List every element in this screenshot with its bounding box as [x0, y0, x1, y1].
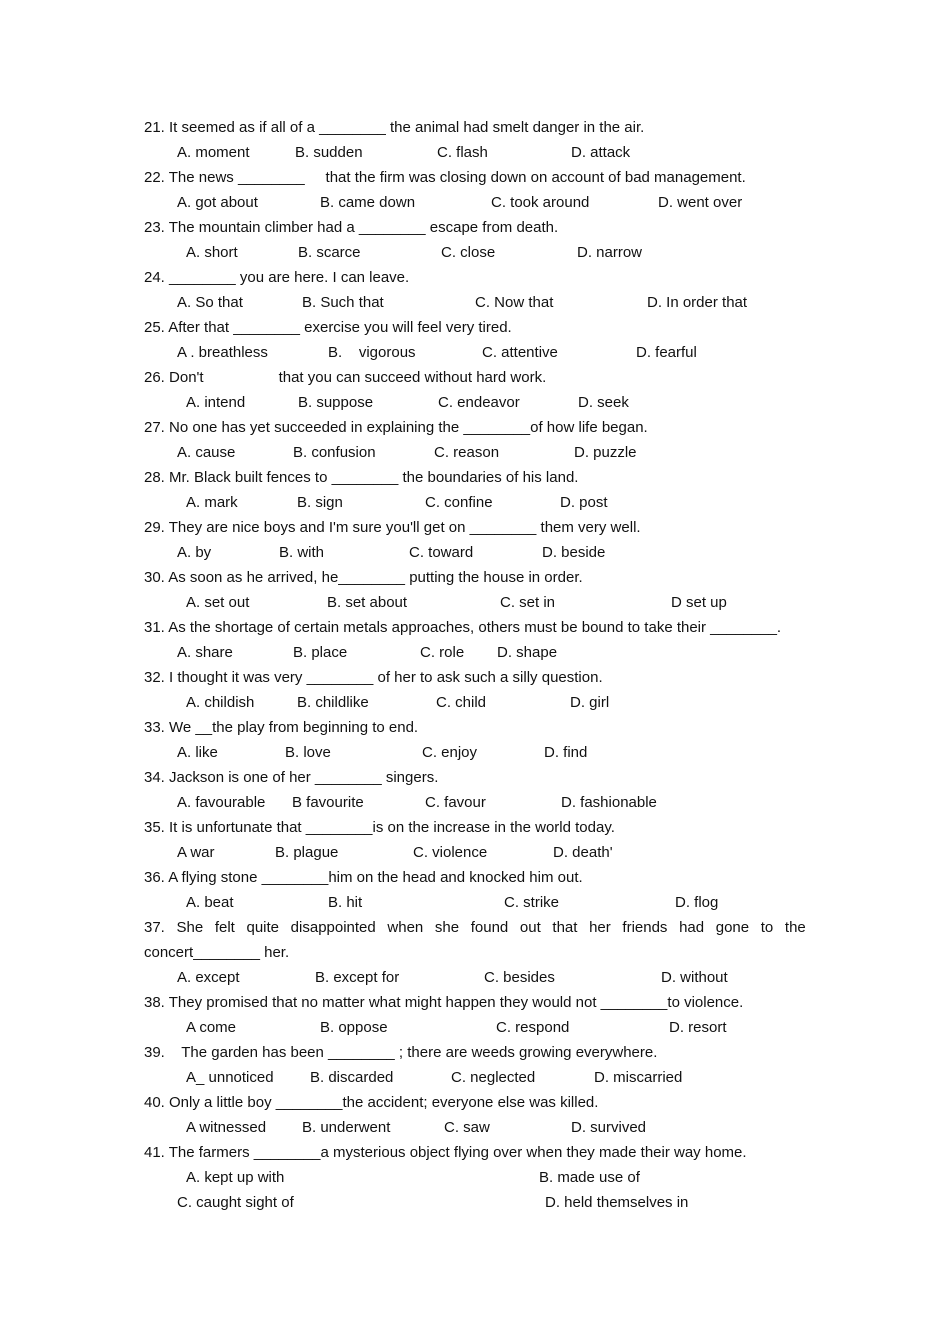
question-25-option-c: C. attentive	[482, 344, 558, 361]
question-35-option-c: C. violence	[413, 844, 488, 861]
question-31-option-c: C. role	[420, 644, 465, 661]
question-38-option-d: D. resort	[669, 1019, 727, 1036]
question-33-stem: 33. We __the play from beginning to end.	[144, 719, 419, 736]
question-27-option-d: D. puzzle	[574, 444, 637, 461]
question-21-option-d: D. attack	[571, 144, 631, 161]
question-34-option-b: B favourite	[292, 794, 364, 811]
question-23-option-d: D. narrow	[577, 244, 643, 261]
question-26-stem: 26. Don't that you can succeed without hard work.	[144, 369, 547, 386]
question-32-stem: 32. I thought it was very ________ of her to ask such a silly question.	[144, 669, 603, 686]
question-30-option-c: C. set in	[500, 594, 556, 611]
question-40-option-b: B. underwent	[302, 1119, 391, 1136]
question-21-stem: 21. It seemed as if all of a ________ the animal had smelt danger in the air.	[144, 119, 645, 136]
question-34-stem: 34. Jackson is one of her ________ singers.	[144, 769, 439, 786]
question-23-option-b: B. scarce	[298, 244, 361, 261]
question-36-option-c: C. strike	[504, 894, 560, 911]
question-26-option-b: B. suppose	[298, 394, 374, 411]
question-23-option-c: C. close	[441, 244, 496, 261]
question-22-option-b: B. came down	[320, 194, 416, 211]
question-32-option-b: B. childlike	[297, 694, 369, 711]
question-38-option-c: C. respond	[496, 1019, 570, 1036]
question-21-option-a: A. moment	[177, 144, 250, 161]
question-34-option-d: D. fashionable	[561, 794, 657, 811]
question-36-option-a: A. beat	[186, 894, 234, 911]
question-29-option-a: A. by	[177, 544, 212, 561]
question-34-option-a: A. favourable	[177, 794, 266, 811]
question-30-option-b: B. set about	[327, 594, 408, 611]
question-41-option-a: A. kept up with	[186, 1169, 285, 1186]
question-33-option-a: A. like	[177, 744, 218, 761]
question-31-option-d: D. shape	[497, 644, 558, 661]
question-28-option-b: B. sign	[297, 494, 343, 511]
question-21-option-b: B. sudden	[295, 144, 363, 161]
question-35-stem: 35. It is unfortunate that ________is on the increase in the world today.	[144, 819, 615, 836]
question-40-stem: 40. Only a little boy ________the accident; everyone else was killed.	[144, 1094, 599, 1111]
question-29-option-c: C. toward	[409, 544, 474, 561]
question-26-option-d: D. seek	[578, 394, 629, 411]
question-38-stem: 38. They promised that no matter what might happen they would not ________to violence.	[144, 994, 744, 1011]
question-37-option-a: A. except	[177, 969, 240, 986]
question-34-option-c: C. favour	[425, 794, 486, 811]
question-37-stem: 37. She felt quite disappointed when she found out that her friends had gone to the	[144, 919, 806, 936]
question-37-stem-continued: concert________ her.	[144, 944, 290, 961]
question-35-option-b: B. plague	[275, 844, 339, 861]
question-25-option-b: B. vigorous	[328, 344, 416, 361]
question-28-option-a: A. mark	[186, 494, 238, 511]
question-32-option-c: C. child	[436, 694, 487, 711]
question-38-option-b: B. oppose	[320, 1019, 388, 1036]
question-24-stem: 24. ________ you are here. I can leave.	[144, 269, 410, 286]
question-24-option-a: A. So that	[177, 294, 243, 311]
question-39-option-b: B. discarded	[310, 1069, 394, 1086]
question-35-option-d: D. death'	[553, 844, 613, 861]
question-27-option-b: B. confusion	[293, 444, 376, 461]
question-41-option-b: B. made use of	[539, 1169, 640, 1186]
question-31-option-a: A. share	[177, 644, 233, 661]
question-30-stem: 30. As soon as he arrived, he________ putting the house in order.	[144, 569, 583, 586]
question-25-stem: 25. After that ________ exercise you will feel very tired.	[144, 319, 512, 336]
question-26-option-a: A. intend	[186, 394, 246, 411]
question-32-option-d: D. girl	[570, 694, 610, 711]
question-37-option-b: B. except for	[315, 969, 400, 986]
question-38-option-a: A come	[186, 1019, 237, 1036]
question-30-option-d: D set up	[671, 594, 727, 611]
question-37-option-c: C. besides	[484, 969, 555, 986]
question-22-option-c: C. took around	[491, 194, 590, 211]
question-36-option-d: D. flog	[675, 894, 719, 911]
question-28-option-d: D. post	[560, 494, 608, 511]
question-22-stem: 22. The news ________ that the firm was closing down on account of bad management.	[144, 169, 746, 186]
question-23-option-a: A. short	[186, 244, 238, 261]
question-22-option-d: D. went over	[658, 194, 743, 211]
question-37-option-d: D. without	[661, 969, 728, 986]
question-24-option-c: C. Now that	[475, 294, 554, 311]
question-27-stem: 27. No one has yet succeeded in explaining the ________of how life began.	[144, 419, 648, 436]
question-41-stem: 41. The farmers ________a mysterious object flying over when they made their way home.	[144, 1144, 747, 1161]
question-21-option-c: C. flash	[437, 144, 488, 161]
question-23-stem: 23. The mountain climber had a ________ escape from death.	[144, 219, 559, 236]
question-35-option-a: A war	[177, 844, 215, 861]
question-27-option-a: A. cause	[177, 444, 236, 461]
question-39-stem: 39. The garden has been ________ ; there are weeds growing everywhere.	[144, 1044, 658, 1061]
question-27-option-c: C. reason	[434, 444, 500, 461]
question-30-option-a: A. set out	[186, 594, 250, 611]
question-41-option-d: D. held themselves in	[545, 1194, 689, 1211]
question-31-option-b: B. place	[293, 644, 348, 661]
question-33-option-d: D. find	[544, 744, 588, 761]
question-31-stem: 31. As the shortage of certain metals approaches, others must be bound to take their ________.	[144, 619, 782, 636]
question-36-option-b: B. hit	[328, 894, 363, 911]
question-29-option-b: B. with	[279, 544, 325, 561]
question-33-option-c: C. enjoy	[422, 744, 478, 761]
question-25-option-a: A . breathless	[177, 344, 268, 361]
question-24-option-b: B. Such that	[302, 294, 384, 311]
question-26-option-c: C. endeavor	[438, 394, 520, 411]
question-24-option-d: D. In order that	[647, 294, 748, 311]
question-39-option-a: A_ unnoticed	[186, 1069, 274, 1086]
question-22-option-a: A. got about	[177, 194, 258, 211]
question-40-option-c: C. saw	[444, 1119, 490, 1136]
question-28-stem: 28. Mr. Black built fences to ________ the boundaries of his land.	[144, 469, 579, 486]
question-36-stem: 36. A flying stone ________him on the head and knocked him out.	[144, 869, 583, 886]
question-39-option-c: C. neglected	[451, 1069, 536, 1086]
question-40-option-a: A witnessed	[186, 1119, 267, 1136]
question-29-stem: 29. They are nice boys and I'm sure you'll get on ________ them very well.	[144, 519, 641, 536]
question-41-option-c: C. caught sight of	[177, 1194, 294, 1211]
question-33-option-b: B. love	[285, 744, 331, 761]
question-25-option-d: D. fearful	[636, 344, 697, 361]
question-39-option-d: D. miscarried	[594, 1069, 683, 1086]
question-32-option-a: A. childish	[186, 694, 255, 711]
question-40-option-d: D. survived	[571, 1119, 647, 1136]
question-28-option-c: C. confine	[425, 494, 493, 511]
question-29-option-d: D. beside	[542, 544, 606, 561]
